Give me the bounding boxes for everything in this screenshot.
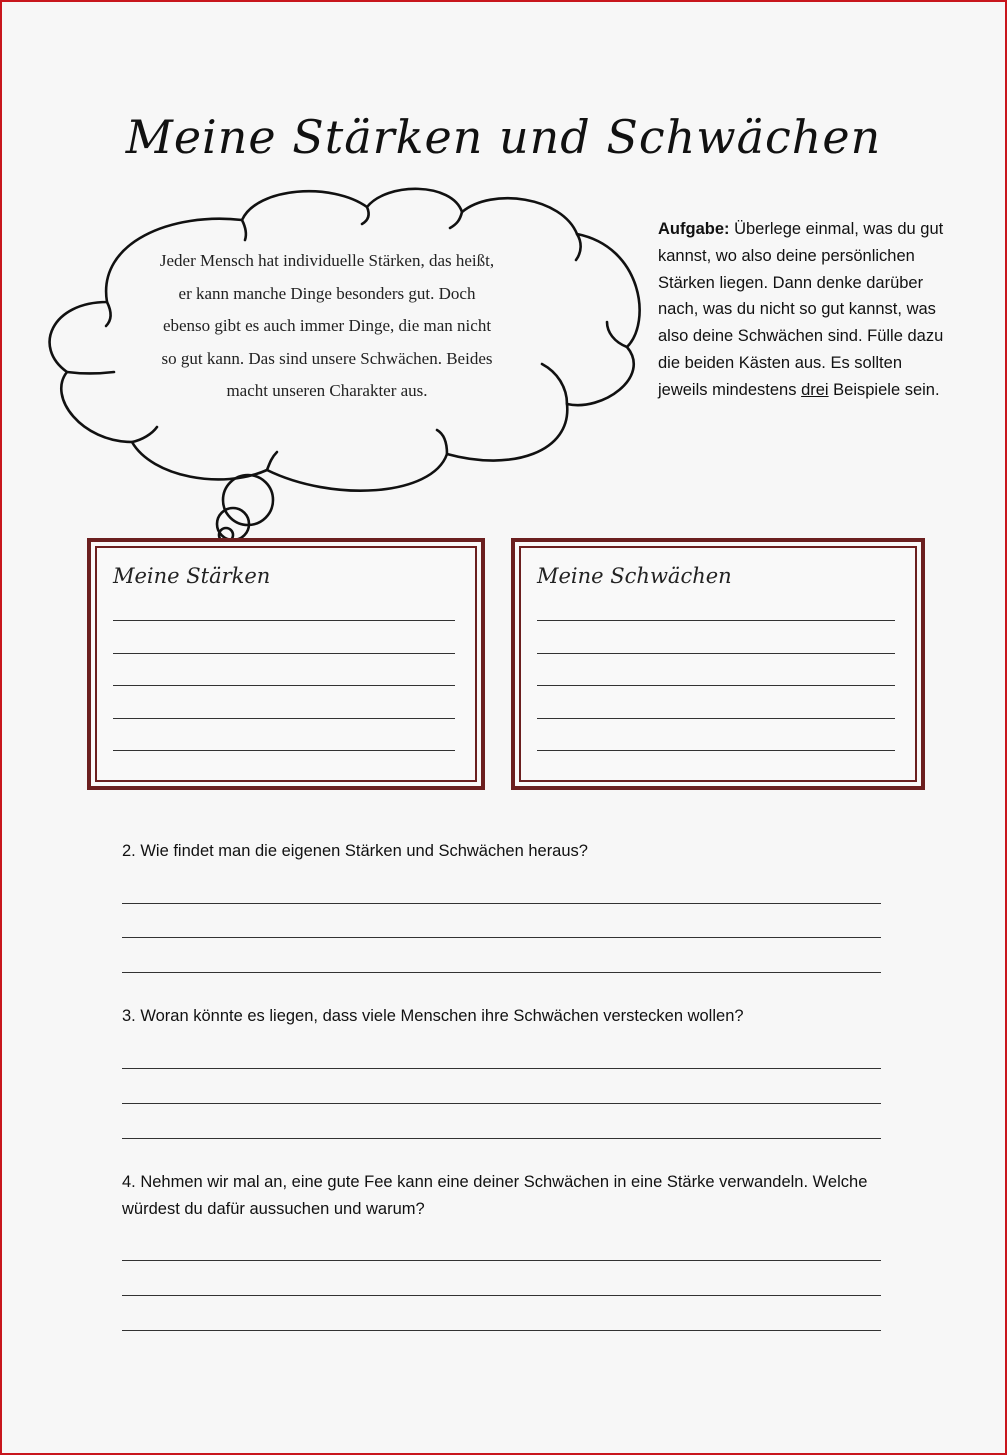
weaknesses-write-line[interactable] — [537, 620, 895, 621]
task-text-end: Beispiele sein. — [828, 380, 940, 399]
question-2: 2. Wie findet man die eigenen Stärken und Schwächen heraus? — [122, 842, 588, 860]
answer-line[interactable] — [122, 972, 881, 973]
question-4: 4. Nehmen wir mal an, eine gute Fee kann eine deiner Schwächen in eine Stärke verwandeln. Welche würdest du dafür aussuchen und warum? — [122, 1173, 868, 1218]
thought-bubble-text — [142, 245, 512, 408]
bubble-line: so gut kann. Das sind unsere Schwächen. Beides — [161, 348, 493, 368]
answer-line[interactable] — [122, 903, 881, 904]
weaknesses-write-line[interactable] — [537, 653, 895, 654]
answer-line[interactable] — [122, 1295, 881, 1296]
answer-line[interactable] — [122, 1138, 881, 1139]
weaknesses-lines — [537, 620, 895, 783]
weaknesses-box-title: Meine Schwächen — [537, 564, 732, 588]
answer-line[interactable] — [122, 1330, 881, 1331]
strengths-box — [87, 538, 485, 790]
task-text: Überlege einmal, was du gut kannst, wo also deine persönlichen Stärken liegen. Dann denke darüber nach, was du nicht so gut kannst, was also deine Schwächen sind. Fülle dazu die beiden Kästen aus. Es sollten jeweils mindestens — [658, 220, 944, 399]
strengths-box-title: Meine Stärken — [113, 564, 271, 588]
weaknesses-write-line[interactable] — [537, 685, 895, 686]
task-instructions — [658, 216, 948, 404]
weaknesses-write-line[interactable] — [537, 718, 895, 719]
weaknesses-box — [511, 538, 925, 790]
strengths-write-line[interactable] — [113, 685, 455, 686]
bubble-line: macht unseren Charakter aus. — [226, 381, 428, 400]
strengths-lines — [113, 620, 455, 783]
answer-line[interactable] — [122, 1103, 881, 1104]
strengths-write-line[interactable] — [113, 653, 455, 654]
answer-line[interactable] — [122, 1260, 881, 1261]
task-label: Aufgabe: — [658, 220, 730, 238]
strengths-write-line[interactable] — [113, 718, 455, 719]
bubble-line: ebenso gibt es auch immer Dinge, die man nicht — [162, 316, 492, 335]
question-3: 3. Woran könnte es liegen, dass viele Menschen ihre Schwächen verstecken wollen? — [122, 1007, 744, 1025]
strengths-write-line[interactable] — [113, 750, 455, 751]
page-title: Meine Stärken und Schwächen — [125, 110, 882, 164]
bubble-line: er kann manche Dinge besonders gut. Doch — [178, 283, 476, 303]
strengths-write-line[interactable] — [113, 620, 455, 621]
answer-line[interactable] — [122, 1068, 881, 1069]
answer-line[interactable] — [122, 937, 881, 938]
bubble-line: Jeder Mensch hat individuelle Stärken, das heißt, — [159, 251, 495, 270]
weaknesses-write-line[interactable] — [537, 750, 895, 751]
task-underlined-word: drei — [801, 380, 829, 399]
